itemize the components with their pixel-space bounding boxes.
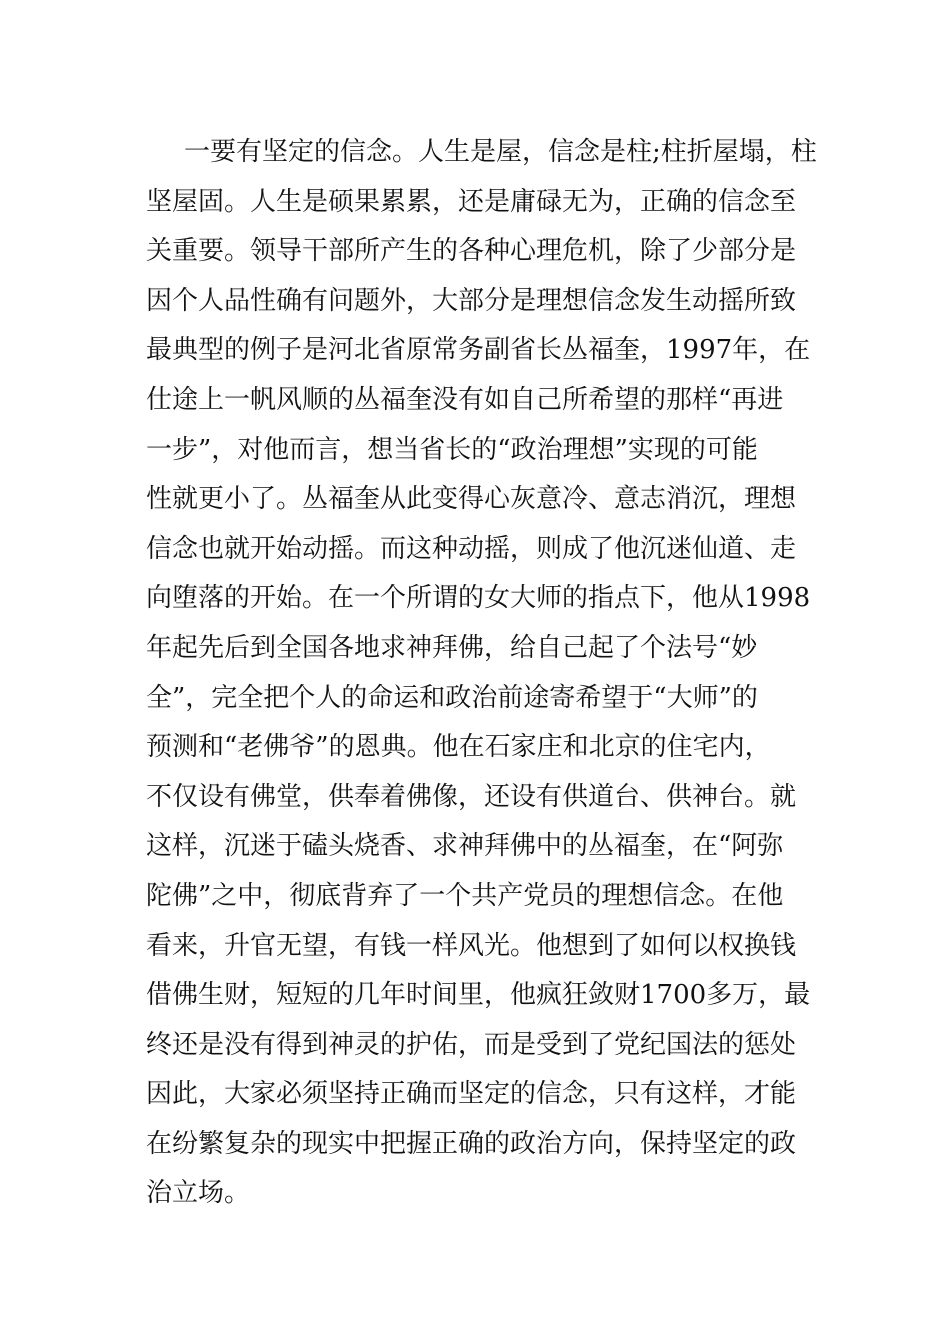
body-text: [146, 128, 826, 1219]
text-line: 治立场。: [146, 1178, 251, 1209]
text-line: 一步”，对他而言，想当省长的“政治理想”实现的可能: [146, 434, 758, 465]
text-line: 全”，完全把个人的命运和政治前途寄希望于“大师”的: [146, 682, 758, 713]
text-line: 一要有坚定的信念。人生是屋，信念是柱;柱折屋塌，柱: [184, 137, 817, 167]
text-line: 关重要。领导干部所产生的各种心理危机，除了少部分是: [146, 236, 797, 267]
text-line: 不仅设有佛堂，供奉着佛像，还设有供道台、供神台。就: [146, 781, 797, 812]
text-line: 陀佛”之中，彻底背弃了一个共产党员的理想信念。在他: [146, 880, 784, 911]
text-line: 坚屋固。人生是硕果累累，还是庸碌无为，正确的信念至: [146, 186, 797, 217]
text-line: 向堕落的开始。在一个所谓的女大师的指点下，他从1998: [146, 583, 811, 614]
text-line: 看来，升官无望，有钱一样风光。他想到了如何以权换钱: [146, 930, 797, 961]
text-line: 因个人品性确有问题外，大部分是理想信念发生动摇所致: [146, 285, 797, 316]
text-line: 在纷繁复杂的现实中把握正确的政治方向，保持坚定的政: [146, 1128, 797, 1159]
text-line: 借佛生财，短短的几年时间里，他疯狂敛财1700多万，最: [146, 980, 811, 1011]
text-line: 因此，大家必须坚持正确而坚定的信念，只有这样，才能: [146, 1079, 797, 1110]
text-line: 信念也就开始动摇。而这种动摇，则成了他沉迷仙道、走: [146, 533, 797, 564]
text-line: 这样，沉迷于磕头烧香、求神拜佛中的丛福奎，在“阿弥: [146, 831, 784, 862]
text-line: 性就更小了。丛福奎从此变得心灰意冷、意志消沉，理想: [146, 484, 797, 515]
text-line: 最典型的例子是河北省原常务副省长丛福奎，1997年，在: [146, 335, 811, 366]
text-line: 终还是没有得到神灵的护佑，而是受到了党纪国法的惩处: [146, 1029, 797, 1060]
text-line: 预测和“老佛爷”的恩典。他在石家庄和北京的住宅内，: [146, 732, 771, 763]
text-line: 仕途上一帆风顺的丛福奎没有如自己所希望的那样“再进: [146, 384, 784, 415]
text-line: 年起先后到全国各地求神拜佛，给自己起了个法号“妙: [146, 632, 758, 663]
